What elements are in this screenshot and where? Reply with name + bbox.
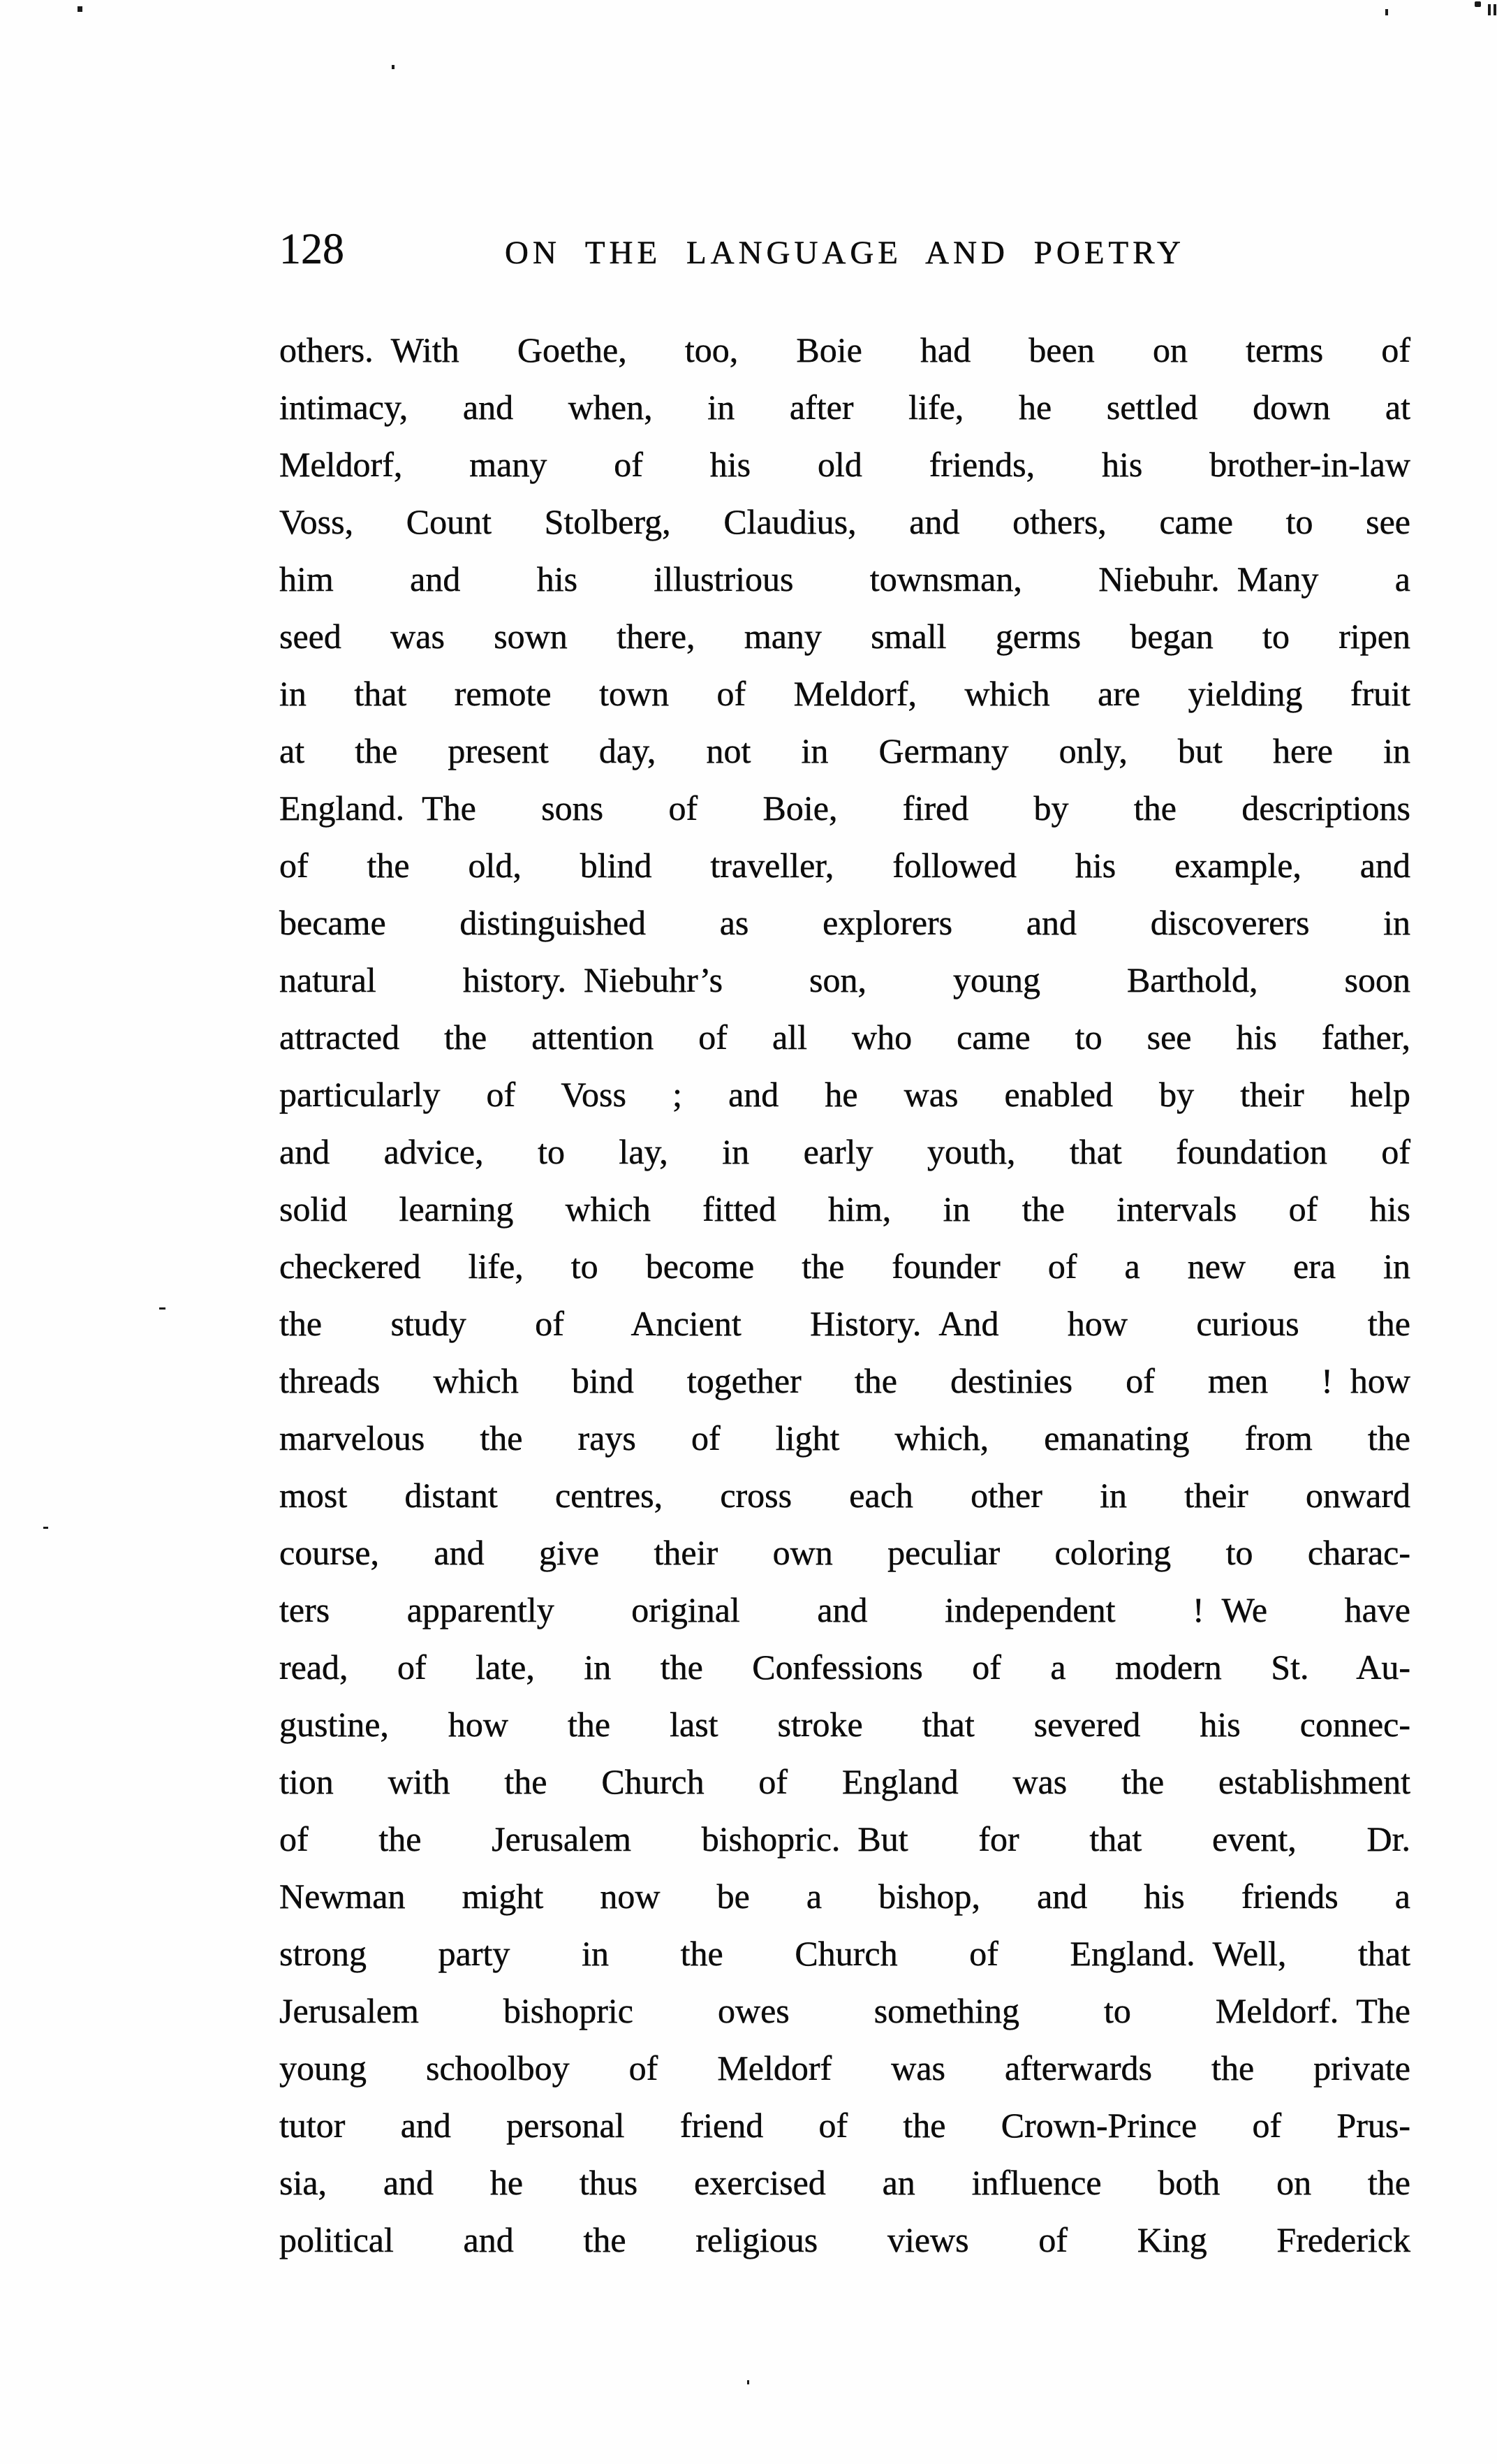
scan-speck: [43, 1527, 48, 1529]
page-number: 128: [279, 226, 344, 273]
text-line: others. With Goethe, too, Boie had been on terms of: [279, 330, 1410, 369]
running-title: ON THE LANGUAGE AND POETRY: [505, 235, 1185, 271]
text-line: Newman might now be a bishop, and his friends a: [279, 1877, 1410, 1916]
text-line: him and his illustrious townsman, Niebuhr. Many a: [279, 559, 1410, 599]
text-line: the study of Ancient History. And how curious the: [279, 1304, 1410, 1343]
scan-speck: [1475, 1, 1481, 7]
text-line: natural history. Niebuhr’s son, young Barthold, soon: [279, 960, 1410, 999]
text-line: and advice, to lay, in early youth, that foundation of: [279, 1132, 1410, 1171]
text-line: of the Jerusalem bishopric. But for that event, Dr.: [279, 1819, 1410, 1858]
text-line: gustine, how the last stroke that severed his connec-: [279, 1705, 1410, 1744]
text-line: course, and give their own peculiar coloring to charac-: [279, 1533, 1410, 1572]
scan-speck: [1488, 4, 1491, 15]
text-line: sia, and he thus exercised an influence both on the: [279, 2163, 1410, 2202]
text-line: ters apparently original and independent ! We have: [279, 1590, 1410, 1629]
text-line: tutor and personal friend of the Crown-Prince of Prus-: [279, 2106, 1410, 2145]
text-line: at the present day, not in Germany only, but here in: [279, 731, 1410, 770]
text-line: seed was sown there, many small germs began to ripen: [279, 617, 1410, 656]
text-line: Meldorf, many of his old friends, his brother-in-law: [279, 445, 1410, 484]
scan-speck: [1494, 4, 1496, 15]
scan-speck: [392, 65, 394, 69]
scan-speck: [159, 1307, 165, 1310]
text-line: became distinguished as explorers and discoverers in: [279, 903, 1410, 942]
scan-speck: [78, 6, 82, 12]
text-line: young schoolboy of Meldorf was afterwards the private: [279, 2048, 1410, 2088]
text-line: marvelous the rays of light which, emanating from the: [279, 1418, 1410, 1458]
scan-speck: [1385, 9, 1388, 15]
text-line: solid learning which fitted him, in the intervals of his: [279, 1189, 1410, 1229]
text-line: attracted the attention of all who came to see his father,: [279, 1018, 1410, 1057]
text-line: read, of late, in the Confessions of a modern St. Au-: [279, 1648, 1410, 1687]
text-line: of the old, blind traveller, followed his example, and: [279, 846, 1410, 885]
text-line: intimacy, and when, in after life, he settled down at: [279, 388, 1410, 427]
scan-speck: [747, 2380, 749, 2384]
text-line: strong party in the Church of England. Well, that: [279, 1934, 1410, 1973]
text-line: checkered life, to become the founder of a new era in: [279, 1247, 1410, 1286]
text-line: England. The sons of Boie, fired by the descriptions: [279, 789, 1410, 828]
text-line: particularly of Voss ; and he was enabled by their help: [279, 1075, 1410, 1114]
text-line: most distant centres, cross each other in their onward: [279, 1476, 1410, 1515]
text-line: Jerusalem bishopric owes something to Meldorf. The: [279, 1991, 1410, 2030]
text-line: Voss, Count Stolberg, Claudius, and others, came to see: [279, 502, 1410, 541]
page-header: [279, 225, 1410, 274]
text-line: tion with the Church of England was the establishment: [279, 1762, 1410, 1801]
text-line: in that remote town of Meldorf, which are yielding fruit: [279, 674, 1410, 713]
text-line: threads which bind together the destinies of men ! how: [279, 1361, 1410, 1400]
text-line: political and the religious views of King Frederick: [279, 2220, 1410, 2259]
body-text-block: [279, 321, 1410, 2268]
